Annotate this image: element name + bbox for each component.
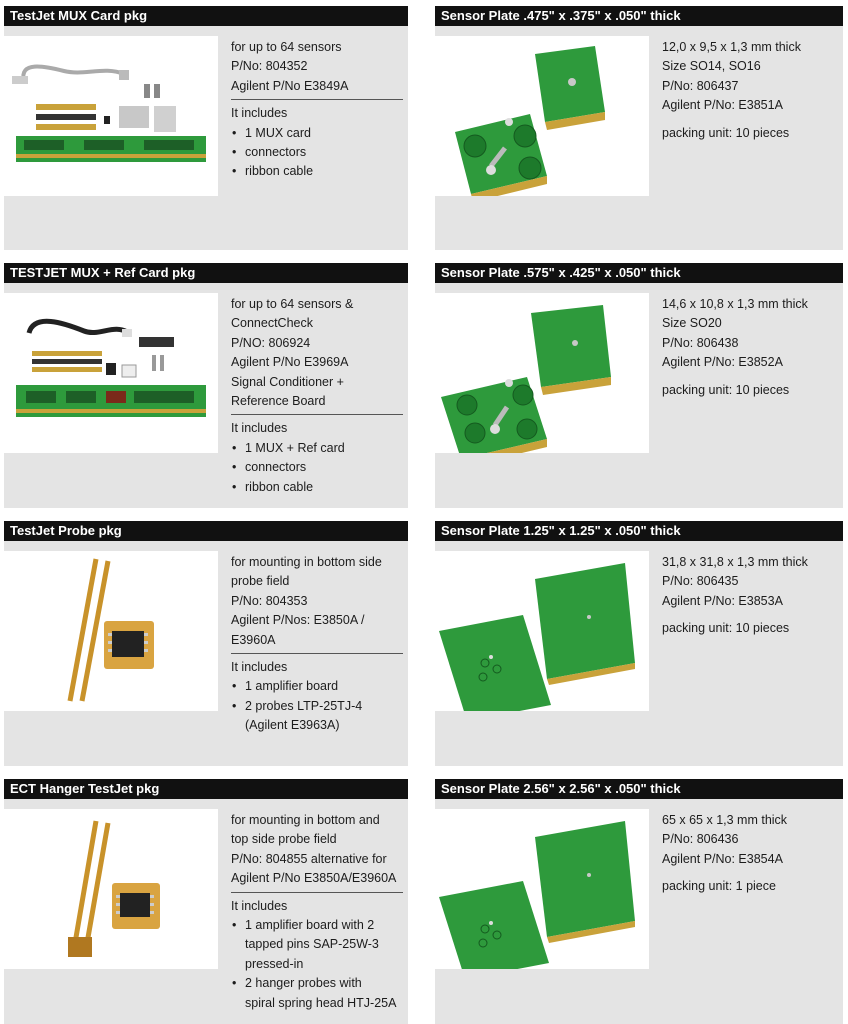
includes-label: It includes (231, 421, 288, 436)
product-details (662, 295, 838, 400)
product-card-sensor-plate-256 (435, 779, 843, 1024)
product-details (231, 295, 403, 497)
detail-line: for up to 64 sensors (231, 40, 342, 54)
detail-line: Agilent P/No E3850A/E3960A (231, 871, 397, 886)
detail-line: Agilent P/No: E3854A (662, 851, 783, 866)
detail-line: Size SO20 (662, 316, 722, 331)
card-title: Sensor Plate 1.25" x 1.25" x .050" thick (435, 521, 843, 541)
product-card-sensor-plate-475 (435, 6, 843, 250)
detail-line: P/No: 804353 (231, 593, 308, 608)
card-title: TESTJET MUX + Ref Card pkg (4, 263, 408, 283)
packing-unit: packing unit: 10 pieces (662, 382, 790, 397)
detail-line: Agilent P/No E3849A (231, 78, 349, 93)
card-title: Sensor Plate 2.56" x 2.56" x .050" thick (435, 779, 843, 799)
detail-line: for up to 64 sensors & (231, 297, 354, 311)
product-photo-probe-pkg (4, 551, 218, 711)
include-item: • 1 amplifier board with 2 (231, 916, 403, 935)
include-item-continued: tapped pins SAP-25W-3 (245, 937, 379, 952)
product-photo-mux-card (4, 36, 218, 196)
product-details (231, 38, 403, 182)
divider (231, 892, 403, 893)
divider (231, 653, 403, 654)
product-details (662, 811, 838, 897)
detail-line: 12,0 x 9,5 x 1,3 mm thick (662, 40, 801, 54)
detail-line: P/No: 804352 (231, 59, 308, 74)
detail-line: Signal Conditioner + (231, 374, 344, 389)
product-details (231, 553, 403, 736)
detail-line: Agilent P/Nos: E3850A / (231, 613, 365, 628)
product-card-probe-pkg (4, 521, 408, 766)
product-card-sensor-plate-125 (435, 521, 843, 766)
include-item: • ribbon cable (231, 478, 403, 497)
product-details (662, 38, 838, 143)
packing-unit: packing unit: 10 pieces (662, 125, 790, 140)
product-photo-sensor-plate-256 (435, 809, 649, 969)
detail-line: P/NO: 806924 (231, 335, 311, 350)
card-title: TestJet Probe pkg (4, 521, 408, 541)
product-photo-ect-hanger (4, 809, 218, 969)
product-details (231, 811, 403, 1013)
include-item: • 1 MUX card (231, 124, 403, 143)
product-card-mux-ref-card (4, 263, 408, 508)
include-item-continued: spiral spring head HTJ-25A (245, 995, 397, 1010)
include-item: • 1 amplifier board (231, 677, 403, 696)
product-details (662, 553, 838, 639)
detail-line: P/No: 806438 (662, 335, 739, 350)
card-title: ECT Hanger TestJet pkg (4, 779, 408, 799)
product-card-sensor-plate-575 (435, 263, 843, 508)
detail-line: 31,8 x 31,8 x 1,3 mm thick (662, 555, 808, 569)
product-photo-mux-ref-card (4, 293, 218, 453)
product-card-mux-card (4, 6, 408, 250)
detail-line: Agilent P/No: E3852A (662, 355, 783, 370)
product-photo-sensor-plate-575 (435, 293, 649, 453)
includes-label: It includes (231, 898, 288, 913)
include-item: • ribbon cable (231, 162, 403, 181)
detail-line: top side probe field (231, 832, 337, 847)
detail-line: E3960A (231, 632, 276, 647)
detail-line: for mounting in bottom side (231, 555, 382, 569)
product-photo-sensor-plate-475 (435, 36, 649, 196)
detail-line: P/No: 806437 (662, 78, 739, 93)
divider (231, 414, 403, 415)
include-item: • connectors (231, 458, 403, 477)
card-title: Sensor Plate .475" x .375" x .050" thick (435, 6, 843, 26)
packing-unit: packing unit: 1 piece (662, 879, 776, 894)
detail-line: Agilent P/No: E3853A (662, 593, 783, 608)
card-title: Sensor Plate .575" x .425" x .050" thick (435, 263, 843, 283)
include-item: • connectors (231, 143, 403, 162)
include-item: • 2 hanger probes with (231, 974, 403, 993)
include-item-continued: pressed-in (245, 956, 304, 971)
divider (231, 99, 403, 100)
include-item: • 1 MUX + Ref card (231, 439, 403, 458)
includes-label: It includes (231, 106, 288, 121)
detail-line: probe field (231, 574, 290, 589)
detail-line: P/No: 806435 (662, 574, 739, 589)
detail-line: Reference Board (231, 394, 326, 409)
detail-line: 65 x 65 x 1,3 mm thick (662, 813, 788, 827)
include-item: • 2 probes LTP-25TJ-4 (231, 697, 403, 716)
product-photo-sensor-plate-125 (435, 551, 649, 711)
includes-label: It includes (231, 660, 288, 675)
include-item-continued: (Agilent E3963A) (245, 718, 340, 733)
detail-line: P/No: 806436 (662, 832, 739, 847)
detail-line: P/No: 804855 alternative for (231, 851, 387, 866)
detail-line: ConnectCheck (231, 316, 313, 331)
detail-line: 14,6 x 10,8 x 1,3 mm thick (662, 297, 808, 311)
product-card-ect-hanger (4, 779, 408, 1024)
detail-line: Size SO14, SO16 (662, 59, 761, 74)
detail-line: Agilent P/No: E3851A (662, 98, 783, 113)
detail-line: Agilent P/No E3969A (231, 355, 349, 370)
packing-unit: packing unit: 10 pieces (662, 621, 790, 636)
detail-line: for mounting in bottom and (231, 813, 380, 827)
card-title: TestJet MUX Card pkg (4, 6, 408, 26)
